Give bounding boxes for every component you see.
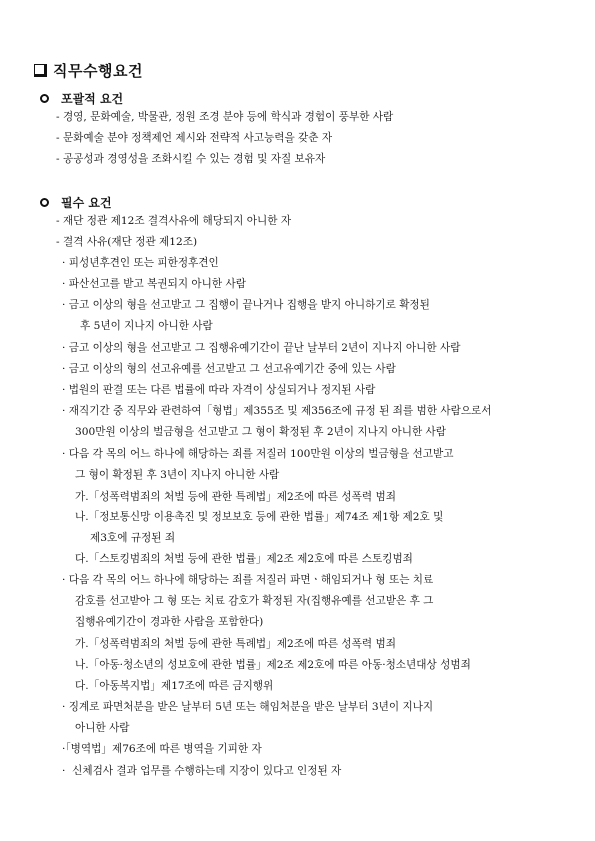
general-requirements-title: 포괄적 요건 <box>61 91 124 106</box>
disqualification-item: · 피성년후견인 또는 피한정후견인 <box>62 257 219 269</box>
disqualification-item-continuation: 후 5년이 지나지 아니한 사람 <box>80 320 213 332</box>
disqualification-subitem: 가.「성폭력범죄의 처벌 등에 관한 특례법」제2조에 따른 성폭력 범죄 <box>75 491 396 503</box>
general-item: - 경영, 문화예술, 박물관, 정원 조경 분야 등에 학식과 경험이 풍부한 사람 <box>56 111 394 123</box>
disqualification-item: · 징계로 파면처분을 받은 날부터 5년 또는 해임처분을 받은 날부터 3년이 지나지 <box>62 701 434 713</box>
disqualification-subitem: 가.「성폭력범죄의 처벌 등에 관한 특례법」제2조에 따른 성폭력 범죄 <box>75 638 396 650</box>
general-item: - 공공성과 경영성을 조화시킬 수 있는 경험 및 자질 보유자 <box>56 153 326 165</box>
disqualification-item-continuation: 감호를 선고받아 그 형 또는 치료 감호가 확정된 자(집행유예를 선고받은 후 그 <box>75 595 434 607</box>
circle-bullet-icon <box>40 198 49 207</box>
disqualification-subitem: 나.「정보통신망 이용촉진 및 정보보호 등에 관한 법률」제74조 제1항 제2호 및 <box>75 511 444 523</box>
disqualification-item-continuation: 아니한 사람 <box>75 722 130 734</box>
disqualification-item: · 재직기간 중 직무와 관련하여「형법」제355조 및 제356조에 규정 된 죄를 범한 사람으로서 <box>62 405 492 417</box>
disqualification-item-continuation: 그 형이 확정된 후 3년이 지나지 아니한 사람 <box>75 469 280 481</box>
general-requirements-heading <box>40 90 123 106</box>
checkbox-icon <box>34 64 47 77</box>
disqualification-subitem: 다.「스토킹범죄의 처벌 등에 관한 법률」제2조 제2호에 따른 스토킹범죄 <box>75 553 413 565</box>
general-item: - 문화예술 분야 정책제언 제시와 전략적 사고능력을 갖춘 자 <box>56 132 333 144</box>
disqualification-item: · 금고 이상의 형의 선고유예를 선고받고 그 선고유예기간 중에 있는 사람 <box>62 363 396 375</box>
required-item: - 결격 사유(재단 정관 제12조) <box>56 236 198 248</box>
required-item: - 재단 정관 제12조 결격사유에 해당되지 아니한 자 <box>56 215 292 227</box>
disqualification-item: · 금고 이상의 형을 선고받고 그 집행이 끝나거나 집행을 받지 아니하기로 확정된 <box>62 299 430 311</box>
disqualification-subitem-continuation: 제3호에 규정된 죄 <box>90 532 176 544</box>
disqualification-item-continuation: 300만원 이상의 벌금형을 선고받고 그 형이 확정된 후 2년이 지나지 아니한 사람 <box>75 426 447 438</box>
disqualification-item: · 다음 각 목의 어느 하나에 해당하는 죄를 저질러 100만원 이상의 벌금형을 선고받고 <box>62 448 454 460</box>
disqualification-item: · 파산선고를 받고 복권되지 아니한 사람 <box>62 278 246 290</box>
required-requirements-heading <box>40 194 112 210</box>
required-requirements-title: 필수 요건 <box>61 195 112 210</box>
circle-bullet-icon <box>40 94 49 103</box>
disqualification-item: · 금고 이상의 형을 선고받고 그 집행유예기간이 끝난 날부터 2년이 지나지 아니한 사람 <box>62 342 461 354</box>
disqualification-item: · 다음 각 목의 어느 하나에 해당하는 죄를 저질러 파면ㆍ해임되거나 형 또는 치료 <box>62 574 434 586</box>
disqualification-item: · 법원의 판결 또는 다른 법률에 따라 자격이 상실되거나 정지된 사람 <box>62 384 376 396</box>
disqualification-item: · 신체검사 결과 업무를 수행하는데 지장이 있다고 인정된 자 <box>62 765 342 777</box>
section-title: 직무수행요건 <box>53 61 143 80</box>
disqualification-subitem: 나.「아동·청소년의 성보호에 관한 법률」제2조 제2호에 따른 아동·청소년대상 성범죄 <box>75 659 471 671</box>
section-heading <box>34 60 143 80</box>
disqualification-item-continuation: 집행유예기간이 경과한 사람을 포함한다) <box>75 616 264 628</box>
disqualification-subitem: 다.「아동복지법」제17조에 따른 금지행위 <box>75 680 274 692</box>
disqualification-item: ·「병역법」제76조에 따른 병역을 기피한 자 <box>62 743 262 755</box>
